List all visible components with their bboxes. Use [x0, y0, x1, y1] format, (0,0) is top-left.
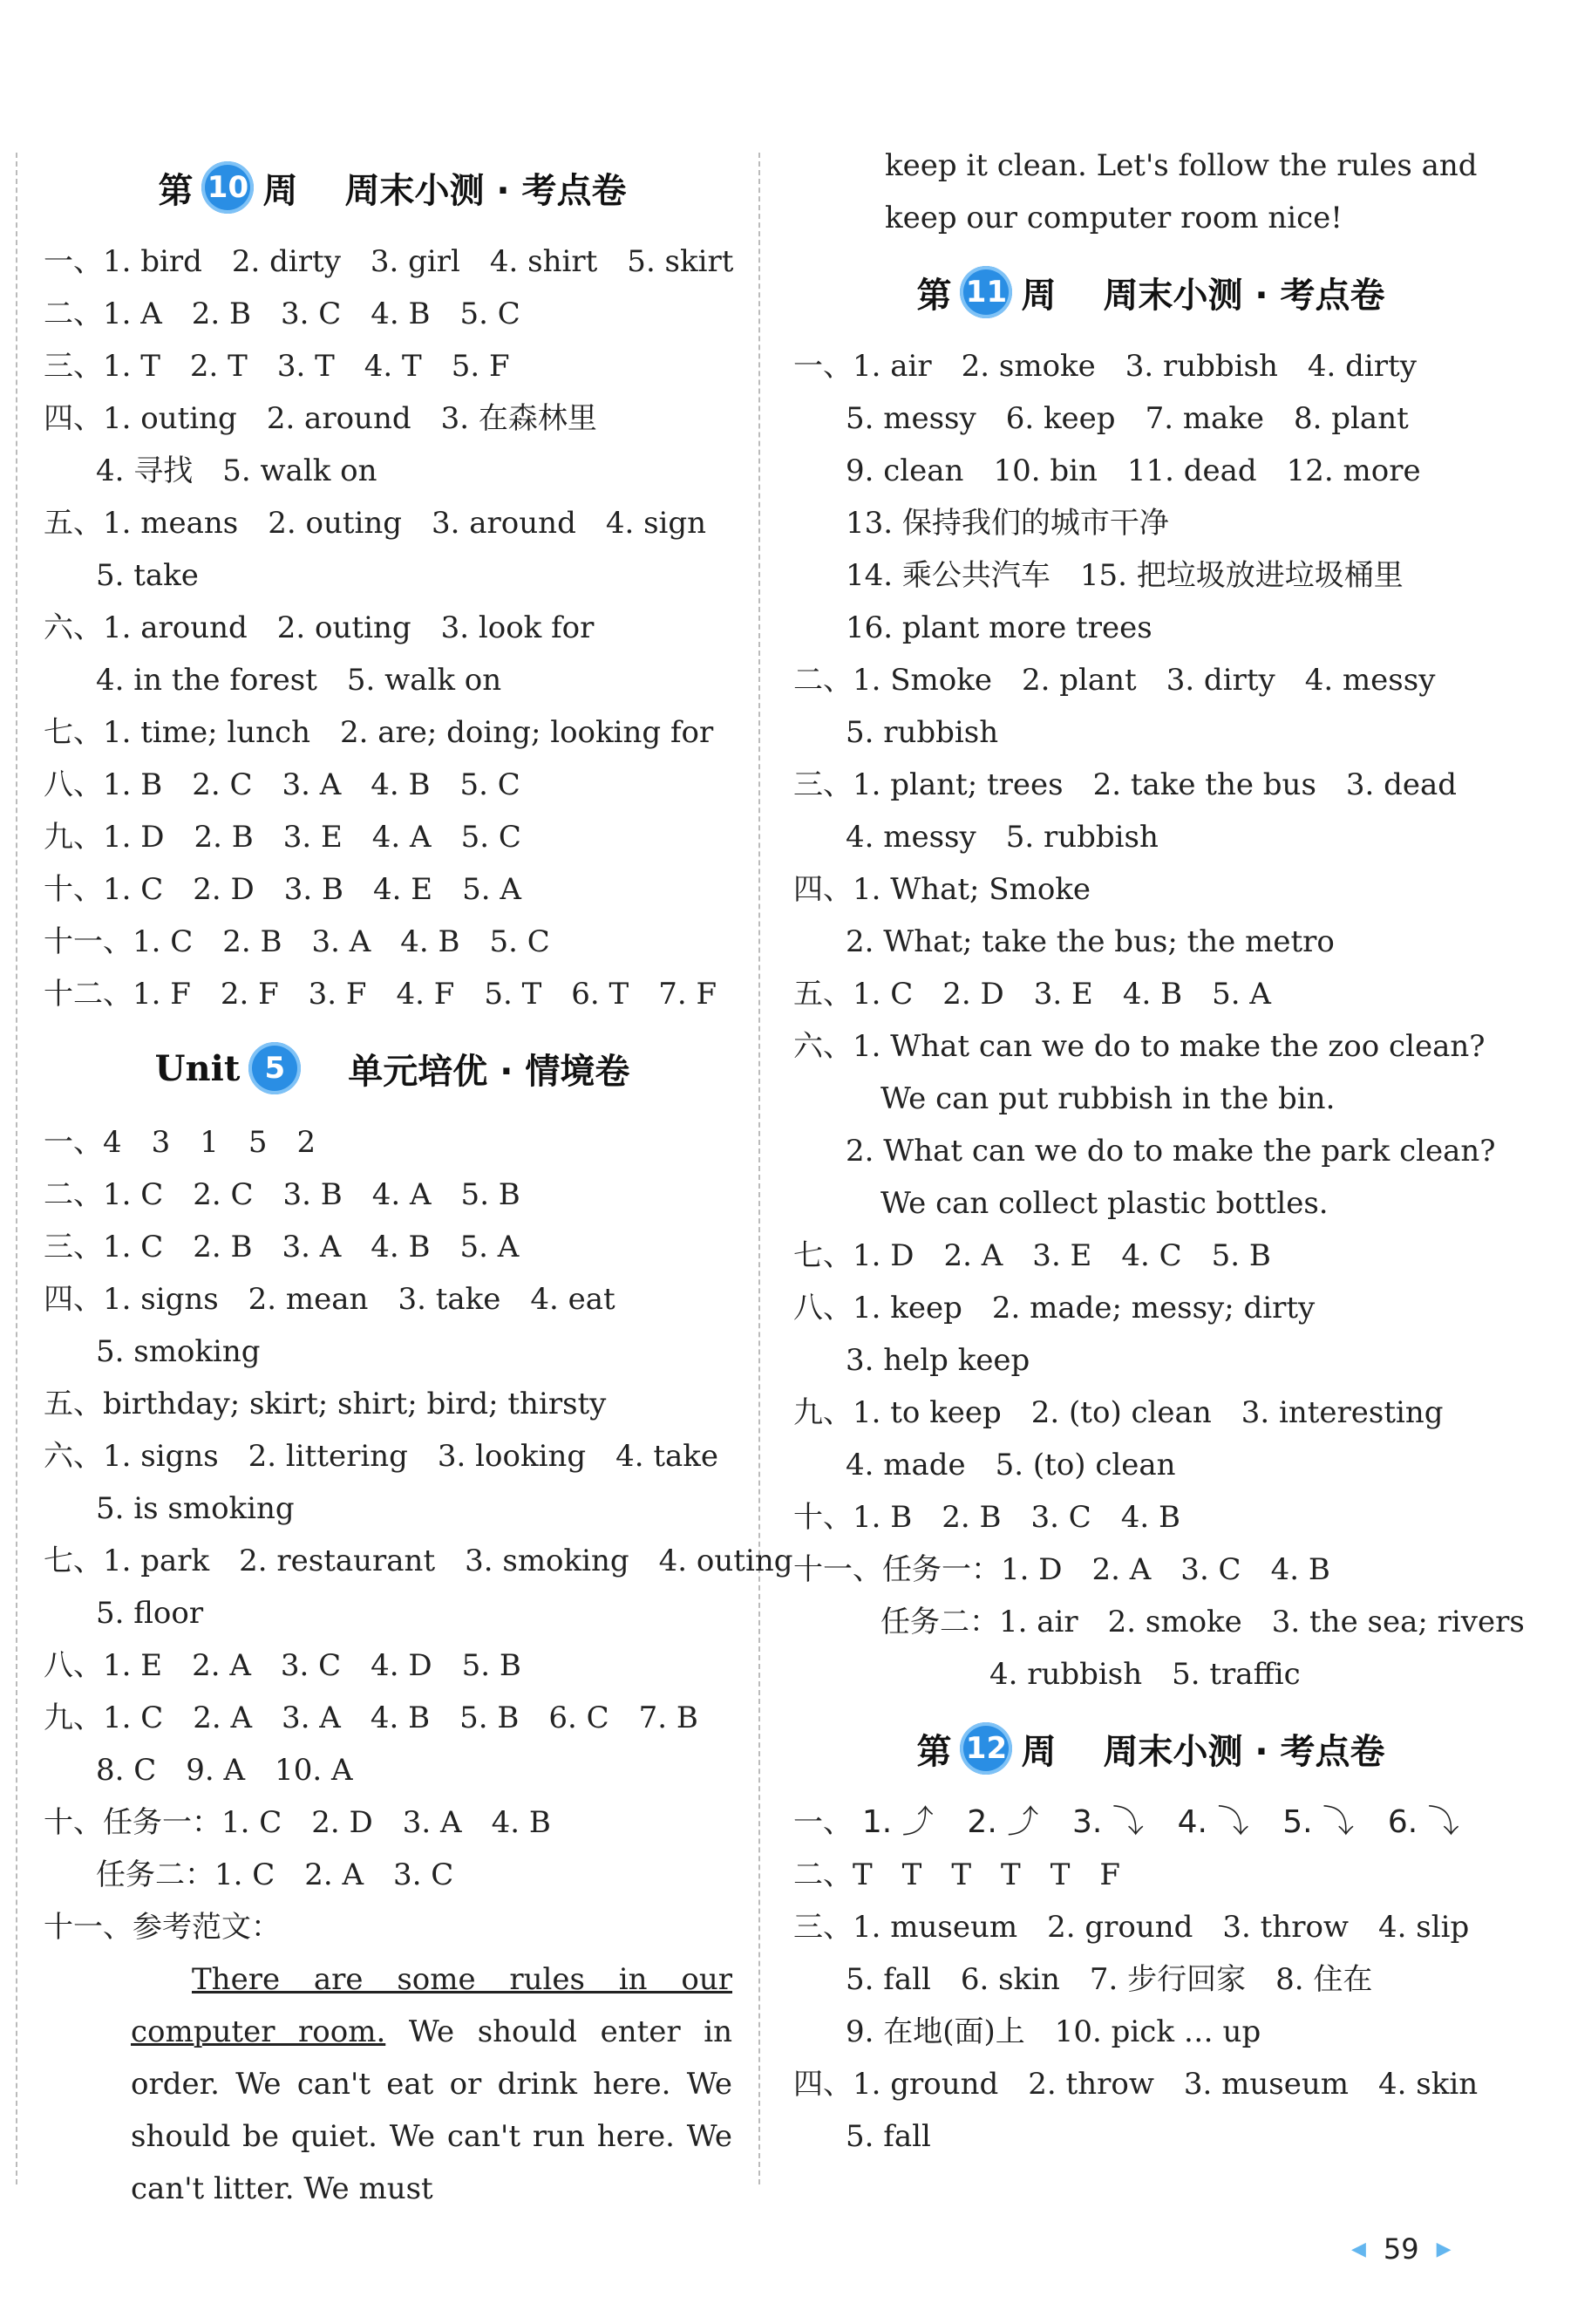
answer-line: 一、1. air 2. smoke 3. rubbish 4. dirty — [793, 349, 1417, 384]
answer-line: 三、1. T 2. T 3. T 4. T 5. F — [44, 349, 510, 384]
answer-line: 四、1. signs 2. mean 3. take 4. eat — [44, 1282, 615, 1317]
intonation-arrows-line — [793, 1796, 1508, 1849]
answer-line: 3. help keep — [846, 1343, 1030, 1378]
left-margin-divider — [16, 153, 17, 2184]
page-number: 59 — [1383, 2232, 1419, 2266]
answer-line: 九、1. C 2. A 3. A 4. B 5. B 6. C 7. B — [44, 1700, 698, 1735]
answer-line: 十一、参考范文： — [44, 1910, 281, 1945]
answer-line: 十、1. B 2. B 3. C 4. B — [793, 1500, 1180, 1535]
answer-line: 任务二：1. air 2. smoke 3. the sea; rivers — [880, 1605, 1525, 1639]
answer-line: 14. 乘公共汽车 15. 把垃圾放进垃圾桶里 — [846, 558, 1404, 593]
answer-line: 4. messy 5. rubbish — [846, 820, 1159, 855]
title-week: 周 — [262, 170, 298, 211]
title-text: 单元培优 · 情境卷 — [348, 1051, 630, 1092]
prev-triangle-icon: ◀ — [1351, 2238, 1366, 2260]
section-title-week12 — [793, 1700, 1508, 1796]
week-number-badge: 10 — [201, 161, 254, 214]
answer-line: 十二、1. F 2. F 3. F 4. F 5. T 6. T 7. F — [44, 977, 717, 1012]
answer-line: 七、1. D 2. A 3. E 4. C 5. B — [793, 1238, 1271, 1273]
rising-arrow-icon: 1. ⤴ — [861, 1804, 934, 1840]
sample-essay — [44, 1953, 741, 2215]
answer-line: 5. fall 6. skin 7. 步行回家 8. 住在 — [846, 1962, 1373, 1997]
answer-line: 二、T T T T T F — [793, 1857, 1120, 1892]
answer-line: 任务二：1. C 2. A 3. C — [96, 1857, 454, 1892]
title-week: 周 — [1021, 1731, 1057, 1772]
answer-line: We can collect plastic bottles. — [880, 1186, 1329, 1221]
left-column — [44, 140, 793, 2215]
answer-line: 5. is smoking — [96, 1491, 295, 1526]
essay-text: We should enter in order. We can't eat or drink here. We should be quiet. We can't run here. We can't litter. We must — [131, 2014, 733, 2206]
answer-line: 六、1. What can we do to make the zoo clean? — [793, 1029, 1486, 1064]
answer-line: 九、1. D 2. B 3. E 4. A 5. C — [44, 820, 521, 855]
section-title-unit5 — [44, 1020, 741, 1116]
answer-line: 二、1. Smoke 2. plant 3. dirty 4. messy — [793, 663, 1436, 698]
answer-line: 三、1. C 2. B 3. A 4. B 5. A — [44, 1230, 520, 1264]
answer-line: 8. C 9. A 10. A — [96, 1753, 353, 1788]
answer-line: 三、1. museum 2. ground 3. throw 4. slip — [793, 1910, 1470, 1945]
answer-line: 九、1. to keep 2. (to) clean 3. interesting — [793, 1395, 1444, 1430]
next-triangle-icon: ▶ — [1436, 2238, 1452, 2260]
answer-line: 十一、1. C 2. B 3. A 4. B 5. C — [44, 924, 550, 959]
title-text: 周末小测 · 考点卷 — [344, 170, 627, 211]
answer-line: 八、1. B 2. C 3. A 4. B 5. C — [44, 767, 520, 802]
answer-line: 十一、任务一：1. D 2. A 3. C 4. B — [793, 1552, 1330, 1587]
answer-line: 2. What can we do to make the park clean? — [846, 1134, 1496, 1169]
answer-line: 5. fall — [846, 2119, 931, 2154]
answer-line: 一、1. bird 2. dirty 3. girl 4. shirt 5. skirt — [44, 244, 734, 279]
falling-arrow-icon: 5. ⤵ — [1282, 1804, 1355, 1840]
section-title-week10 — [44, 140, 741, 235]
essay-text: keep our computer room nice! — [885, 201, 1343, 235]
answer-line: 八、1. keep 2. made; messy; dirty — [793, 1291, 1316, 1326]
answer-line: 四、1. What; Smoke — [793, 872, 1091, 907]
essay-text: keep it clean. Let's follow the rules and — [885, 148, 1478, 183]
page-footer — [1351, 2232, 1452, 2266]
answer-line: 13. 保持我们的城市干净 — [846, 506, 1169, 541]
essay-first-sentence: There are some rules in our computer room. — [131, 1962, 732, 2049]
essay-continuation — [793, 140, 1508, 244]
title-prefix: 第 — [916, 1731, 952, 1772]
right-column — [793, 140, 1525, 2163]
answer-line: 七、1. time; lunch 2. are; doing; looking for — [44, 715, 714, 750]
answer-line: 十、1. C 2. D 3. B 4. E 5. A — [44, 872, 521, 907]
answer-line: 七、1. park 2. restaurant 3. smoking 4. outing — [44, 1544, 793, 1578]
answer-line: 4. made 5. (to) clean — [846, 1448, 1176, 1482]
title-text: 周末小测 · 考点卷 — [1103, 275, 1385, 316]
question-prefix: 一、 — [793, 1805, 853, 1840]
answer-line: 六、1. around 2. outing 3. look for — [44, 610, 595, 645]
answer-line: 5. floor — [96, 1596, 204, 1631]
answer-line: 5. rubbish — [846, 715, 999, 750]
title-prefix: 第 — [158, 170, 194, 211]
rising-arrow-icon: 2. ⤴ — [967, 1804, 1039, 1840]
answer-line: 16. plant more trees — [846, 610, 1152, 645]
title-prefix: Unit — [154, 1047, 241, 1089]
answer-line: 二、1. C 2. C 3. B 4. A 5. B — [44, 1177, 520, 1212]
answer-line: 5. messy 6. keep 7. make 8. plant — [846, 401, 1409, 436]
section-title-week11 — [793, 244, 1508, 340]
title-prefix: 第 — [916, 275, 952, 316]
answer-line: 4. in the forest 5. walk on — [96, 663, 502, 698]
answer-line: 2. What; take the bus; the metro — [846, 924, 1335, 959]
falling-arrow-icon: 6. ⤵ — [1387, 1804, 1459, 1840]
title-week: 周 — [1021, 275, 1057, 316]
answer-line: 二、1. A 2. B 3. C 4. B 5. C — [44, 296, 520, 331]
unit-number-badge: 5 — [248, 1042, 301, 1094]
answer-line: 三、1. plant; trees 2. take the bus 3. dead — [793, 767, 1458, 802]
answer-line: 5. smoking — [96, 1334, 261, 1369]
answer-line: 一、4 3 1 5 2 — [44, 1125, 316, 1160]
answer-line: 六、1. signs 2. littering 3. looking 4. take — [44, 1439, 719, 1474]
answer-line: 八、1. E 2. A 3. C 4. D 5. B — [44, 1648, 521, 1683]
answer-line: 5. take — [96, 558, 199, 593]
answer-line: 9. clean 10. bin 11. dead 12. more — [846, 453, 1421, 488]
answer-line: 五、birthday; skirt; shirt; bird; thirsty — [44, 1387, 607, 1421]
week-number-badge: 11 — [960, 266, 1012, 318]
answer-line: 4. rubbish 5. traffic — [989, 1657, 1301, 1692]
answer-line: 4. 寻找 5. walk on — [96, 453, 377, 488]
answer-line: 9. 在地(面)上 10. pick … up — [846, 2014, 1261, 2049]
answer-line: We can put rubbish in the bin. — [880, 1081, 1336, 1116]
week-number-badge: 12 — [960, 1722, 1012, 1775]
answer-line: 十、任务一：1. C 2. D 3. A 4. B — [44, 1805, 551, 1840]
answer-line: 五、1. means 2. outing 3. around 4. sign — [44, 506, 707, 541]
falling-arrow-icon: 3. ⤵ — [1072, 1804, 1144, 1840]
falling-arrow-icon: 4. ⤵ — [1177, 1804, 1249, 1840]
column-divider — [758, 153, 760, 2184]
title-text: 周末小测 · 考点卷 — [1103, 1731, 1385, 1772]
answer-line: 四、1. outing 2. around 3. 在森林里 — [44, 401, 597, 436]
answer-line: 五、1. C 2. D 3. E 4. B 5. A — [793, 977, 1271, 1012]
answer-line: 四、1. ground 2. throw 3. museum 4. skin — [793, 2067, 1479, 2102]
